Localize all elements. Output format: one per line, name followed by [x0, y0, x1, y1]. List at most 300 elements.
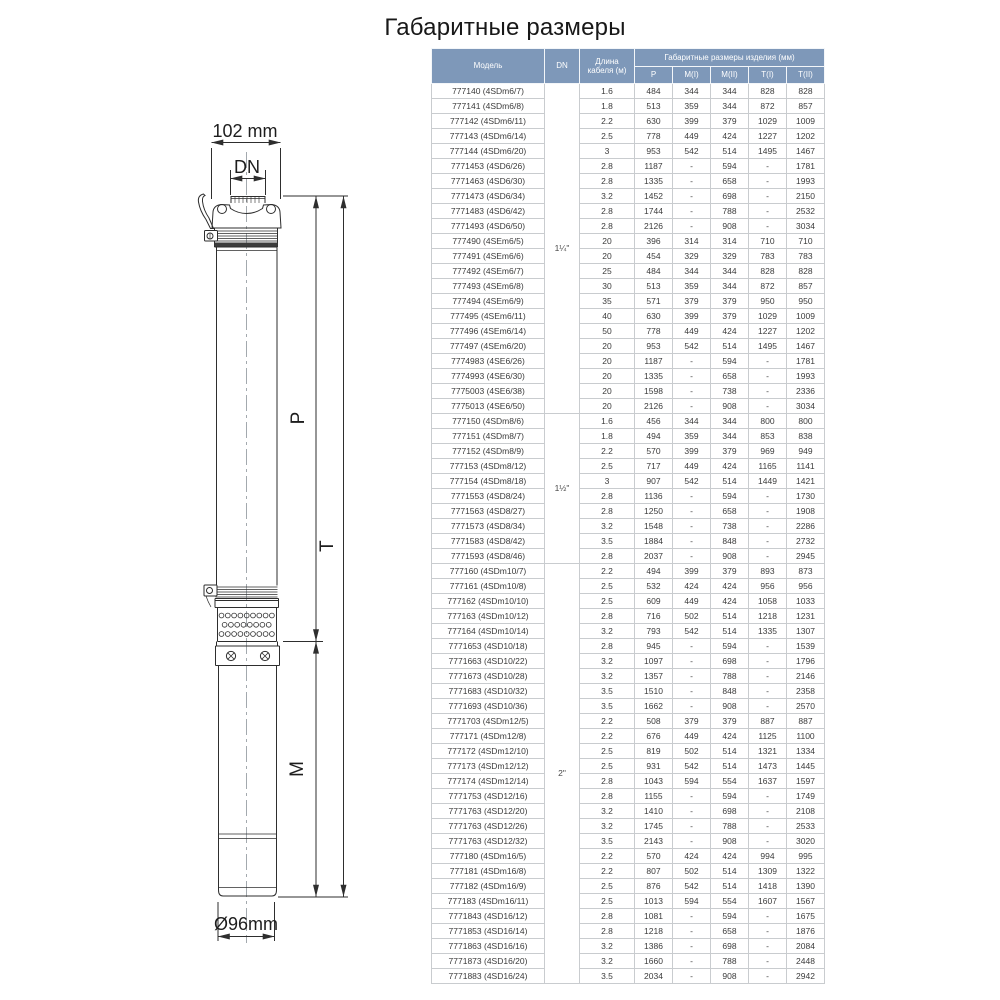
table-row [432, 114, 825, 129]
dimension-cell: 379 [711, 564, 749, 579]
dimension-cell: - [749, 354, 787, 369]
dimension-cell: 1660 [635, 954, 673, 969]
cable-length-cell: 2.5 [580, 579, 635, 594]
dimension-cell: - [749, 684, 787, 699]
table-row [432, 174, 825, 189]
cable-length-cell: 2.5 [580, 129, 635, 144]
dimension-cell: 2143 [635, 834, 673, 849]
dimension-cell: 542 [673, 144, 711, 159]
dimension-cell: 908 [711, 399, 749, 414]
model-cell: 777161 (4SDm10/8) [432, 579, 545, 594]
dimension-cell: 1155 [635, 789, 673, 804]
col-header-model: Модель [432, 49, 545, 84]
dimension-cell: 594 [711, 909, 749, 924]
dimension-cell: 698 [711, 804, 749, 819]
cable-length-cell: 2.2 [580, 849, 635, 864]
cable-length-cell: 40 [580, 309, 635, 324]
dimension-cell: 1187 [635, 159, 673, 174]
dimension-cell: 1322 [787, 864, 825, 879]
dim-label-top-width: 102 mm [212, 121, 278, 141]
dimension-cell: 1495 [749, 339, 787, 354]
model-cell: 777491 (4SEm6/6) [432, 249, 545, 264]
table-row [432, 894, 825, 909]
dimension-cell: - [673, 399, 711, 414]
dimension-cell: 571 [635, 294, 673, 309]
model-cell: 7771583 (4SD8/42) [432, 534, 545, 549]
dimension-cell: 838 [787, 429, 825, 444]
dimension-cell: 344 [673, 264, 711, 279]
dimension-cell: 828 [787, 264, 825, 279]
dimension-cell: 314 [673, 234, 711, 249]
dimension-cell: 2034 [635, 969, 673, 984]
dimension-cell: 449 [673, 129, 711, 144]
dimension-cell: 800 [749, 414, 787, 429]
dimension-cell: 893 [749, 564, 787, 579]
dimension-cell: 950 [749, 294, 787, 309]
dimension-cell: 887 [749, 714, 787, 729]
table-row [432, 354, 825, 369]
dimension-cell: 514 [711, 864, 749, 879]
dimension-cell: 1231 [787, 609, 825, 624]
model-cell: 7775013 (4SE6/50) [432, 399, 545, 414]
dimension-cell: 710 [749, 234, 787, 249]
table-row [432, 969, 825, 984]
model-cell: 777171 (4SDm12/8) [432, 729, 545, 744]
table-row [432, 369, 825, 384]
dimension-cell: 994 [749, 849, 787, 864]
dimension-cell: 570 [635, 444, 673, 459]
dimension-cell: 1495 [749, 144, 787, 159]
dimension-cell: 819 [635, 744, 673, 759]
dimension-cell: 2126 [635, 399, 673, 414]
dimension-cell: - [673, 549, 711, 564]
dimension-cell: - [673, 534, 711, 549]
dimension-cell: 908 [711, 219, 749, 234]
table-row [432, 699, 825, 714]
dimension-cell: 1136 [635, 489, 673, 504]
table-row [432, 834, 825, 849]
dimension-cell: 424 [711, 324, 749, 339]
model-cell: 777494 (4SEm6/9) [432, 294, 545, 309]
model-cell: 777493 (4SEm6/8) [432, 279, 545, 294]
cable-length-cell: 2.5 [580, 744, 635, 759]
dimension-cell: 484 [635, 264, 673, 279]
table-row [432, 279, 825, 294]
dimension-cell: 658 [711, 369, 749, 384]
dimension-cell: 931 [635, 759, 673, 774]
dimension-cell: 396 [635, 234, 673, 249]
dimension-cell: - [749, 399, 787, 414]
table-row [432, 804, 825, 819]
table-row [432, 819, 825, 834]
dimension-cell: 828 [787, 84, 825, 99]
dimension-cell: - [749, 549, 787, 564]
table-row [432, 339, 825, 354]
dimension-cell: - [749, 834, 787, 849]
dimension-cell: 872 [749, 99, 787, 114]
cable-length-cell: 3 [580, 144, 635, 159]
dimension-cell: 344 [711, 279, 749, 294]
cable-length-cell: 1.8 [580, 429, 635, 444]
dimension-cell: - [749, 699, 787, 714]
dimension-cell: - [749, 924, 787, 939]
dimension-cell: 2037 [635, 549, 673, 564]
dimension-cell: 828 [749, 84, 787, 99]
dimension-cell: 1449 [749, 474, 787, 489]
table-row [432, 294, 825, 309]
dimension-cell: 950 [787, 294, 825, 309]
model-cell: 777490 (4SEm6/5) [432, 234, 545, 249]
dimension-cell: 698 [711, 939, 749, 954]
cable-length-cell: 2.8 [580, 609, 635, 624]
dimension-cell: - [749, 174, 787, 189]
col-header-dim-tii: T(II) [787, 67, 825, 84]
dimension-cell: 1250 [635, 504, 673, 519]
cable-length-cell: 2.2 [580, 714, 635, 729]
dn-cell: 2" [545, 564, 580, 984]
model-cell: 777181 (4SDm16/8) [432, 864, 545, 879]
dimension-cell: 502 [673, 609, 711, 624]
table-row [432, 609, 825, 624]
dimension-cell: 424 [711, 849, 749, 864]
dimension-cell: 344 [711, 264, 749, 279]
dimension-cell: 314 [711, 234, 749, 249]
cable-length-cell: 1.6 [580, 414, 635, 429]
dimension-cell: 1029 [749, 309, 787, 324]
model-cell: 777163 (4SDm10/12) [432, 609, 545, 624]
dimension-cell: - [749, 534, 787, 549]
cable-length-cell: 20 [580, 339, 635, 354]
model-cell: 777183 (4SDm16/11) [432, 894, 545, 909]
cable-length-cell: 20 [580, 399, 635, 414]
model-cell: 7771753 (4SD12/16) [432, 789, 545, 804]
table-row [432, 264, 825, 279]
cable-length-cell: 2.5 [580, 759, 635, 774]
table-row [432, 249, 825, 264]
dimension-cell: - [749, 909, 787, 924]
model-cell: 7771763 (4SD12/32) [432, 834, 545, 849]
dimension-cell: 1993 [787, 369, 825, 384]
dimension-cell: 344 [711, 414, 749, 429]
dimension-cell: 1548 [635, 519, 673, 534]
cable-length-cell: 3.5 [580, 684, 635, 699]
dimension-cell: 788 [711, 204, 749, 219]
pump-outline [198, 194, 281, 896]
dimension-cell: 778 [635, 129, 673, 144]
dimension-cell: 329 [711, 249, 749, 264]
table-row [432, 654, 825, 669]
table-row [432, 324, 825, 339]
dimension-cell: 716 [635, 609, 673, 624]
dimension-cell: 1100 [787, 729, 825, 744]
dimension-cell: 857 [787, 279, 825, 294]
model-cell: 777153 (4SDm8/12) [432, 459, 545, 474]
model-cell: 7771663 (4SD10/22) [432, 654, 545, 669]
dimension-cell: - [673, 384, 711, 399]
cable-length-cell: 1.8 [580, 99, 635, 114]
dimension-cell: 793 [635, 624, 673, 639]
dimension-cell: 800 [787, 414, 825, 429]
model-cell: 7771863 (4SD16/16) [432, 939, 545, 954]
dimension-cell: 2532 [787, 204, 825, 219]
dimension-cell: 1781 [787, 354, 825, 369]
dimension-cell: 424 [673, 579, 711, 594]
dimension-cell: 2108 [787, 804, 825, 819]
model-cell: 7771693 (4SD10/36) [432, 699, 545, 714]
table-row [432, 579, 825, 594]
model-cell: 777497 (4SEm6/20) [432, 339, 545, 354]
dimension-cell: 1796 [787, 654, 825, 669]
cable-length-cell: 2.2 [580, 444, 635, 459]
dimension-cell: 1744 [635, 204, 673, 219]
cable-length-cell: 3.5 [580, 699, 635, 714]
dimension-cell: 2126 [635, 219, 673, 234]
cable-length-cell: 2.5 [580, 894, 635, 909]
dimension-cell: 456 [635, 414, 673, 429]
dimension-cell: 1662 [635, 699, 673, 714]
dimension-cell: 788 [711, 669, 749, 684]
dimension-cell: - [749, 669, 787, 684]
dimension-cell: - [749, 969, 787, 984]
model-cell: 7771553 (4SD8/24) [432, 489, 545, 504]
model-cell: 777151 (4SDm8/7) [432, 429, 545, 444]
col-header-dim-mii: M(II) [711, 67, 749, 84]
dimension-cell: 594 [711, 789, 749, 804]
dimension-cell: 1334 [787, 744, 825, 759]
dimension-cell: 344 [711, 84, 749, 99]
dimension-cell: 1321 [749, 744, 787, 759]
cable-length-cell: 3.2 [580, 519, 635, 534]
dimension-cell: 594 [673, 894, 711, 909]
table-row [432, 129, 825, 144]
cable-length-cell: 20 [580, 384, 635, 399]
dimension-cell: 1390 [787, 879, 825, 894]
dimension-cell: 1013 [635, 894, 673, 909]
table-row [432, 729, 825, 744]
dimension-cell: - [673, 684, 711, 699]
table-row [432, 924, 825, 939]
model-cell: 7771493 (4SD6/50) [432, 219, 545, 234]
table-row [432, 429, 825, 444]
table-row [432, 204, 825, 219]
dimension-cell: 2358 [787, 684, 825, 699]
dimension-cell: 424 [711, 579, 749, 594]
dimension-cell: 1125 [749, 729, 787, 744]
dimension-cell: 956 [749, 579, 787, 594]
dimension-cell: 508 [635, 714, 673, 729]
dimension-cell: - [673, 804, 711, 819]
table-row [432, 939, 825, 954]
dimension-cell: 778 [635, 324, 673, 339]
table-row [432, 219, 825, 234]
dimension-cell: 853 [749, 429, 787, 444]
dimension-cell: 454 [635, 249, 673, 264]
dimension-cell: 1165 [749, 459, 787, 474]
dimension-cell: 570 [635, 849, 673, 864]
page-title: Габаритные размеры [384, 14, 626, 41]
dimension-cell: 1009 [787, 309, 825, 324]
dimension-cell: 2150 [787, 189, 825, 204]
dimension-cell: 449 [673, 324, 711, 339]
table-row [432, 549, 825, 564]
dimension-cell: 1598 [635, 384, 673, 399]
cable-length-cell: 3.2 [580, 654, 635, 669]
table-row [432, 624, 825, 639]
model-cell: 7771653 (4SD10/18) [432, 639, 545, 654]
table-row [432, 954, 825, 969]
dimension-cell: 514 [711, 879, 749, 894]
table-row [432, 414, 825, 429]
dimension-cell: 658 [711, 504, 749, 519]
cable-length-cell: 2.8 [580, 909, 635, 924]
cable-length-cell: 3 [580, 474, 635, 489]
dimension-cell: 2533 [787, 819, 825, 834]
dimension-cell: 1473 [749, 759, 787, 774]
model-cell: 777142 (4SDm6/11) [432, 114, 545, 129]
cable-length-cell: 2.2 [580, 564, 635, 579]
cable-length-cell: 3.2 [580, 624, 635, 639]
table-row [432, 684, 825, 699]
dimension-cell: 872 [749, 279, 787, 294]
dimension-cell: 828 [749, 264, 787, 279]
dimension-cell: 887 [787, 714, 825, 729]
dimension-cell: 1227 [749, 324, 787, 339]
dimension-cell: 594 [711, 489, 749, 504]
cable-length-cell: 2.8 [580, 504, 635, 519]
dimension-cell: 3034 [787, 219, 825, 234]
dimension-cell: 949 [787, 444, 825, 459]
dimension-cell: 1081 [635, 909, 673, 924]
model-cell: 777152 (4SDm8/9) [432, 444, 545, 459]
dimension-cell: 359 [673, 429, 711, 444]
model-cell: 777180 (4SDm16/5) [432, 849, 545, 864]
spec-table [431, 48, 825, 984]
table-row [432, 144, 825, 159]
cable-length-cell: 2.5 [580, 594, 635, 609]
dimension-cell: 1730 [787, 489, 825, 504]
cable-length-cell: 20 [580, 234, 635, 249]
dimension-cell: 514 [711, 759, 749, 774]
model-cell: 777496 (4SEm6/14) [432, 324, 545, 339]
dimension-cell: 1539 [787, 639, 825, 654]
table-row [432, 849, 825, 864]
table-row [432, 864, 825, 879]
dimension-cell: 3020 [787, 834, 825, 849]
dimension-cell: 344 [711, 99, 749, 114]
dimension-cell: 1033 [787, 594, 825, 609]
dimension-cell: - [749, 189, 787, 204]
model-cell: 777173 (4SDm12/12) [432, 759, 545, 774]
model-cell: 777143 (4SDm6/14) [432, 129, 545, 144]
dimension-cell: 1218 [635, 924, 673, 939]
table-row [432, 189, 825, 204]
model-cell: 7771683 (4SD10/32) [432, 684, 545, 699]
dimension-cell: 738 [711, 519, 749, 534]
model-cell: 7771763 (4SD12/26) [432, 819, 545, 834]
dim-label-p: P [288, 411, 309, 425]
table-row [432, 534, 825, 549]
dimension-cell: - [749, 504, 787, 519]
table-row [432, 399, 825, 414]
table-row [432, 519, 825, 534]
table-row [432, 384, 825, 399]
dimension-cell: 609 [635, 594, 673, 609]
cable-length-cell: 30 [580, 279, 635, 294]
table-row [432, 879, 825, 894]
dimension-cell: - [749, 789, 787, 804]
dimension-cell: 1187 [635, 354, 673, 369]
cable-length-cell: 3.2 [580, 819, 635, 834]
dimension-cell: 1597 [787, 774, 825, 789]
dimension-cell: 1058 [749, 594, 787, 609]
dimension-cell: - [749, 159, 787, 174]
col-header-dim-p: P [635, 67, 673, 84]
dimension-cell: 399 [673, 114, 711, 129]
dimension-cell: 344 [711, 429, 749, 444]
dimension-cell: 359 [673, 99, 711, 114]
dimension-cell: 2336 [787, 384, 825, 399]
model-cell: 7771593 (4SD8/46) [432, 549, 545, 564]
dimension-cell: 676 [635, 729, 673, 744]
cable-length-cell: 3.2 [580, 939, 635, 954]
model-cell: 777141 (4SDm6/8) [432, 99, 545, 114]
dimension-cell: 658 [711, 174, 749, 189]
dimension-cell: 956 [787, 579, 825, 594]
dimension-cell: - [673, 159, 711, 174]
cable-length-cell: 3.2 [580, 804, 635, 819]
dimension-cell: - [749, 819, 787, 834]
dimension-cell: 542 [673, 879, 711, 894]
dimension-cell: 1043 [635, 774, 673, 789]
cable-length-cell: 2.8 [580, 174, 635, 189]
dimension-cell: - [673, 189, 711, 204]
dimension-cell: 1908 [787, 504, 825, 519]
model-cell: 777174 (4SDm12/14) [432, 774, 545, 789]
dimension-cell: 1421 [787, 474, 825, 489]
dimension-cell: 969 [749, 444, 787, 459]
table-row [432, 639, 825, 654]
dimension-cell: 359 [673, 279, 711, 294]
dimension-cell: - [749, 384, 787, 399]
spec-table-body [432, 84, 825, 984]
dimension-cell: - [673, 219, 711, 234]
dimension-cell: 494 [635, 564, 673, 579]
cable-length-cell: 2.8 [580, 774, 635, 789]
dimension-cell: - [673, 834, 711, 849]
dimension-cell: 424 [673, 849, 711, 864]
dimension-cell: - [673, 174, 711, 189]
dimension-cell: 788 [711, 819, 749, 834]
model-cell: 7771763 (4SD12/20) [432, 804, 545, 819]
cable-length-cell: 35 [580, 294, 635, 309]
dimension-cell: 594 [673, 774, 711, 789]
dimension-cell: 1097 [635, 654, 673, 669]
dimension-cell: 542 [673, 339, 711, 354]
dimension-cell: - [673, 204, 711, 219]
dimension-cell: 1335 [635, 174, 673, 189]
dimension-cell: 1675 [787, 909, 825, 924]
table-row [432, 444, 825, 459]
dimension-cell: 1452 [635, 189, 673, 204]
dimension-cell: 1418 [749, 879, 787, 894]
col-header-dim-mi: M(I) [673, 67, 711, 84]
cable-length-cell: 25 [580, 264, 635, 279]
dimension-cell: 329 [673, 249, 711, 264]
dimension-cell: 594 [711, 159, 749, 174]
model-cell: 777154 (4SDm8/18) [432, 474, 545, 489]
dimension-cell: 953 [635, 144, 673, 159]
model-cell: 7771873 (4SD16/20) [432, 954, 545, 969]
